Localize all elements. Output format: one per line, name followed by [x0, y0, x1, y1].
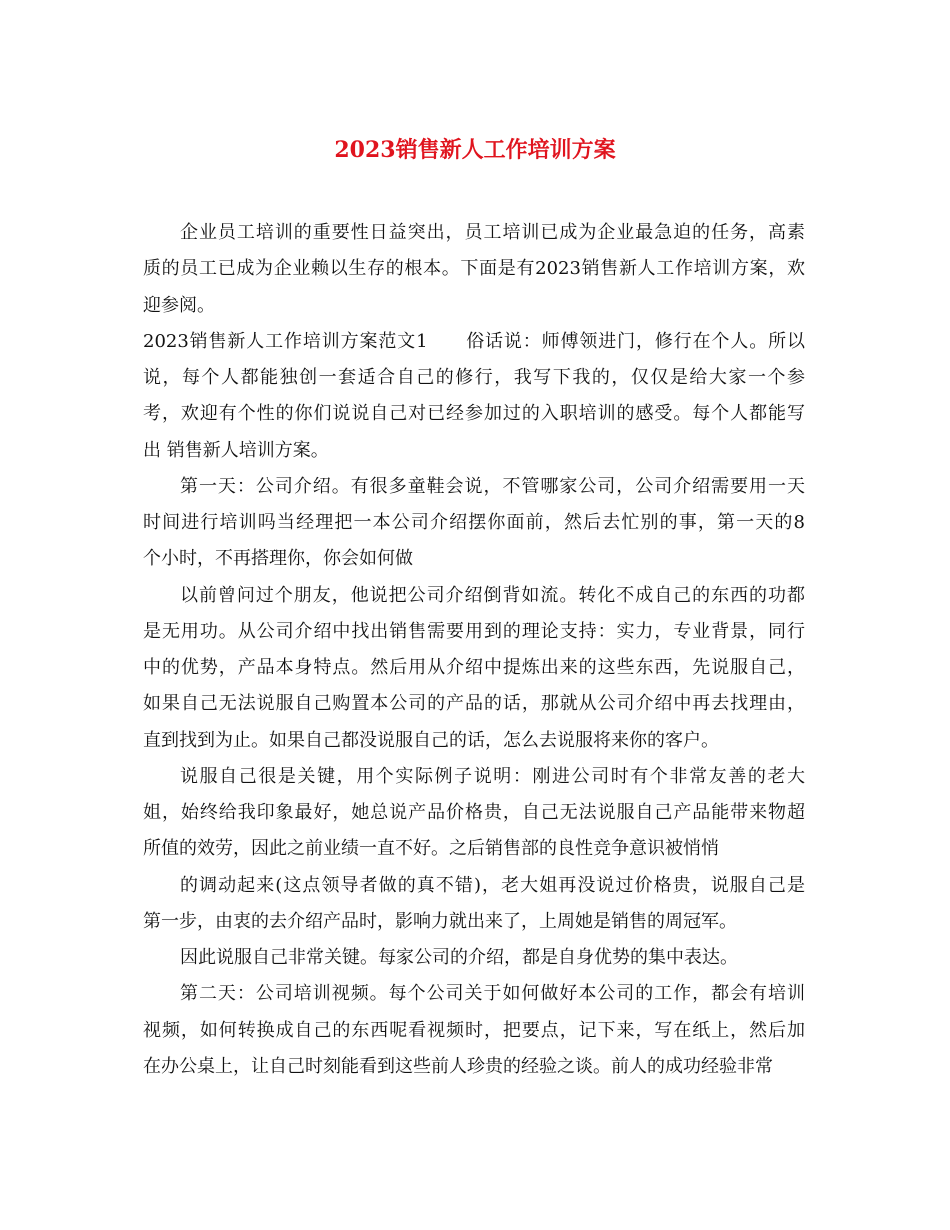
text-line: 中的优势，产品本身特点。然后用从介绍中提炼出来的这些东西，先说服自己， [143, 657, 805, 678]
text-line: 2023销售新人工作培训方案范文1 俗话说：师傅领进门，修行在个人。所以 [143, 330, 805, 352]
paragraph [143, 324, 805, 469]
document-body [143, 215, 805, 1085]
paragraph [143, 759, 805, 868]
text-line: 个小时，不再搭理你，你会如何做 [143, 548, 413, 570]
text-line: 第二天：公司培训视频。每个公司关于如何做好本公司的工作，都会有培训 [180, 983, 805, 1005]
text-line: 直到找到为止。如果自己都没说服自己的话，怎么去说服将来你的客户。 [143, 729, 719, 751]
document-title: 2023销售新人工作培训方案 [334, 137, 616, 163]
paragraph [143, 215, 805, 324]
text-line: 因此说服自己非常关键。每家公司的介绍，都是自身优势的集中表达。 [180, 947, 738, 968]
text-line: 第一步，由衷的去介绍产品时，影响力就出来了，上周她是销售的周冠军。 [143, 910, 737, 932]
text-line: 是无用功。从公司介绍中找出销售需要用到的理论支持：实力，专业背景，同行 [143, 620, 805, 642]
text-line: 如果自己无法说服自己购置本公司的产品的话，那就从公司介绍中再去找理由， [143, 693, 805, 715]
paragraph [143, 976, 805, 1085]
text-line: 质的员工已成为企业赖以生存的根本。下面是有2023销售新人工作培训方案，欢 [143, 258, 805, 280]
text-line: 说服自己很是关键，用个实际例子说明：刚进公司时有个非常友善的老大 [180, 765, 805, 787]
text-line: 出 销售新人培训方案。 [143, 439, 329, 461]
text-line: 说，每个人都能独创一套适合自己的修行，我写下我的，仅仅是给大家一个参 [143, 367, 805, 388]
paragraph [143, 868, 805, 941]
text-line: 视频，如何转换成自己的东西呢看视频时，把要点，记下来，写在纸上，然后加 [143, 1019, 805, 1041]
text-line: 时间进行培训吗当经理把一本公司介绍摆你面前，然后去忙别的事，第一天的8 [143, 512, 805, 533]
text-line: 第一天：公司介绍。有很多童鞋会说，不管哪家公司，公司介绍需要用一天 [180, 475, 805, 497]
paragraph [143, 578, 805, 759]
text-line: 考，欢迎有个性的你们说说自己对已经参加过的入职培训的感受。每个人都能写 [143, 403, 805, 425]
text-line: 迎参阅。 [143, 294, 215, 316]
text-line: 的调动起来(这点领导者做的真不错)，老大姐再没说过价格贵，说服自己是 [180, 874, 805, 896]
text-line: 在办公桌上，让自己时刻能看到这些前人珍贵的经验之谈。前人的成功经验非常 [143, 1055, 773, 1077]
paragraph [143, 469, 805, 578]
text-line: 所值的效劳，因此之前业绩一直不好。之后销售部的良性竞争意识被悄悄 [143, 838, 719, 860]
paragraph [143, 940, 805, 976]
text-line: 以前曾问过个朋友，他说把公司介绍倒背如流。转化不成自己的东西的功都 [180, 584, 805, 606]
text-line: 企业员工培训的重要性日益突出，员工培训已成为企业最急迫的任务，高素 [180, 222, 805, 243]
text-line: 姐，始终给我印象最好，她总说产品价格贵，自己无法说服自己产品能带来物超 [143, 802, 805, 823]
